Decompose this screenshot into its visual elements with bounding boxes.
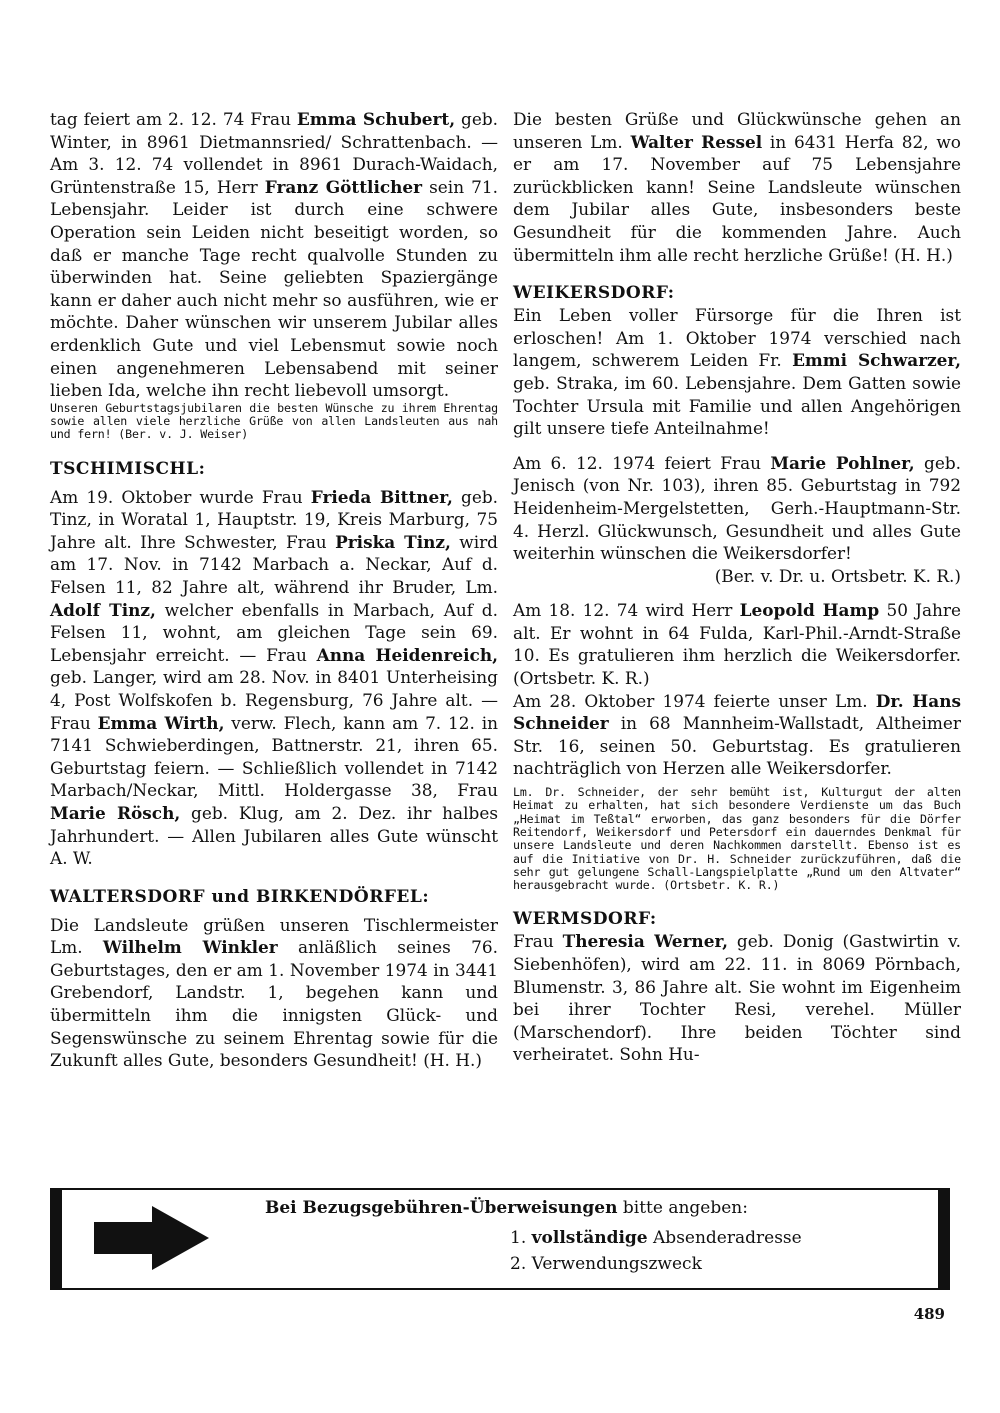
paragraph-werner: Frau Theresia Werner, geb. Donig (Gastwirtin v. Siebenhöfen), wird am 22. 11. in 8069 Pörnbach, Blumenstr. 3, 86 Jahre alt. Sie wohnt im Eigenheim bei ihrer Tochter Resi, verehel. Müller (Marschendorf). Ihre beiden Töchter sind verheiratet. Sohn Hu- [513, 931, 961, 1065]
banner-right-bar [938, 1190, 950, 1288]
left-column [50, 108, 498, 1072]
name-emmi-schwarzer: Emmi Schwarzer, [792, 350, 961, 371]
paragraph-schneider: Am 28. Oktober 1974 feierte unser Lm. Dr. Hans Schneider in 68 Mannheim-Wallstadt, Altheimer Str. 16, seinen 50. Geburtstag. Es gratulieren nachträglich von Herzen alle Weikersdorfer. [513, 690, 961, 779]
banner-item-2: 2. Verwendungszweck [510, 1254, 702, 1274]
right-column [513, 108, 961, 1066]
small-print-schneider: Lm. Dr. Schneider, der sehr bemüht ist, Kulturgut der alten Heimat zu erhalten, hat sich besondere Verdienste um das Buch „Heimat im Teßtal“ erworben, das ganz besonders für die Dörfer Reitendorf, Weikersdorf und Petersdorf ein dauerndes Denkmal für unsere Landsleute und deren Nachkommen darstellt. Ebenso ist es auf die Initiative von Dr. H. Schneider zurückzuführen, daß die sehr gut gelungene Schall-Langspielplatte „Rund um den Altvater“ herausgebracht wurde. (Ortsbetr. K. R.) [513, 785, 961, 893]
heading-tschimischl: TSCHIMISCHL: [50, 458, 206, 479]
heading-waltersdorf: WALTERSDORF und BIRKENDÖRFEL: [50, 886, 430, 907]
name-priska-tinz: Priska Tinz, [335, 531, 451, 552]
name-franz-goettlicher: Franz Göttlicher [264, 176, 423, 197]
name-walter-ressel: Walter Ressel [630, 131, 763, 152]
page-number: 489 [913, 1305, 945, 1323]
name-frieda-bittner: Frieda Bittner, [310, 486, 453, 507]
paragraph-schubert-goettlicher: tag feiert am 2. 12. 74 Frau Emma Schubert, geb. Winter, in 8961 Dietmannsried/ Schrattenbach. — Am 3. 12. 74 vollendet in 8961 Durach-Waidach, Grüntenstraße 15, Herr Franz Göttlicher sein 71. Lebensjahr. Leider ist durch eine schwere Operation sein Leiden nicht beseitigt worden, so daß er manche Tage recht qualvolle Stunden zu überwinden hat. Seine geliebten Spaziergänge kann er daher auch nicht mehr so ausführen, wie er möchte. Daher wünschen wir unserem Jubilar alles erdenklich Gute und viel Lebensmut sowie noch einen angenehmeren Lebensabend mit seiner lieben Ida, welche ihn recht liebevoll umsorgt. [50, 109, 499, 401]
payment-notice-banner [50, 1188, 950, 1290]
heading-weikersdorf: WEIKERSDORF: [513, 283, 675, 304]
name-marie-pohlner: Marie Pohlner, [770, 452, 915, 473]
small-print-wishes: Unseren Geburtstagsjubilaren die besten Wünsche zu ihrem Ehrentag sowie allen viele herzliche Grüße von allen Landsleuten aus nah und fern! (Ber. v. J. Weiser) [50, 400, 498, 442]
name-emma-schubert: Emma Schubert, [296, 109, 456, 129]
banner-left-bar [50, 1190, 62, 1288]
name-adolf-tinz: Adolf Tinz, [50, 599, 156, 620]
banner-headline: Bei Bezugsgebühren-Überweisungen bitte angeben: [265, 1198, 748, 1218]
paragraph-pohlner: Am 6. 12. 1974 feiert Frau Marie Pohlner, geb. Jenisch (von Nr. 103), ihren 85. Geburtstag in 792 Heidenheim-Mergelstetten, Gerh.-Hauptmann-Str. 4. Herzl. Glückwunsch, Gesundheit und alles Gute weiterhin wünschen die Weikersdorfer! [513, 452, 961, 564]
name-theresia-werner: Theresia Werner, [562, 931, 729, 952]
paragraph-hamp: Am 18. 12. 74 wird Herr Leopold Hamp 50 Jahre alt. Er wohnt in 64 Fulda, Karl-Phil.-Arndt-Straße 10. Es gratulieren ihm herzlich die Weikersdorfer. (Ortsbetr. K. R.) [513, 600, 961, 689]
paragraph-ressel: Die besten Grüße und Glückwünsche gehen an unseren Lm. Walter Ressel in 6431 Herfa 82, wo er am 17. November auf 75 Lebensjahre zurückblicken kann! Seine Landsleute wünschen dem Jubilar alles Gute, insbesonders beste Gesundheit für die kommenden Jahre. Auch übermitteln ihm alle recht herzliche Grüße! (H. H.) [513, 109, 961, 265]
source-pohlner: (Ber. v. Dr. u. Ortsbetr. K. R.) [714, 565, 961, 586]
banner-item-1: 1. vollständige Absenderadresse [510, 1228, 802, 1248]
paragraph-waltersdorf: Die Landsleute grüßen unseren Tischlermeister Lm. Wilhelm Winkler anläßlich seines 76. Geburtstages, den er am 1. November 1974 in 3441 Grebendorf, Landstr. 1, begehen kann und übermitteln ihm die innigsten Glück- und Segenswünsche zu seinem Ehrentag sowie für die Zukunft alles Gute, besonders Gesundheit! (H. H.) [50, 914, 498, 1071]
name-leopold-hamp: Leopold Hamp [739, 600, 880, 621]
arrow-right-icon [94, 1206, 209, 1270]
name-emma-wirth: Emma Wirth, [97, 712, 225, 733]
heading-wermsdorf: WERMSDORF: [513, 909, 657, 930]
name-wilhelm-winkler: Wilhelm Winkler [102, 937, 278, 958]
name-anna-heidenreich: Anna Heidenreich, [316, 644, 498, 665]
paragraph-tschimischl: Am 19. Oktober wurde Frau Frieda Bittner, geb. Tinz, in Woratal 1, Hauptstr. 19, Kreis Marburg, 75 Jahre alt. Ihre Schwester, Frau Priska Tinz, wird am 17. Nov. in 7142 Marbach a. Neckar, Auf d. Felsen 11, 82 Jahre alt, während ihr Bruder, Lm. Adolf Tinz, welcher ebenfalls in Marbach, Auf d. Felsen 11, wohnt, am gleichen Tage sein 69. Lebensjahr erreicht. — Frau Anna Heidenreich, geb. Langer, wird am 28. Nov. in 8401 Unterheising 4, Post Wolfskofen b. Regensburg, 76 Jahre alt. — Frau Emma Wirth, verw. Flech, kann am 7. 12. in 7141 Schwieberdingen, Battnerstr. 21, ihren 65. Geburtstag feiern. — Schließlich vollendet in 7142 Marbach/Neckar, Mittl. Holdergasse 38, Frau Marie Rösch, geb. Klug, am 2. Dez. ihr halbes Jahrhundert. — Allen Jubilaren alles Gute wünscht A. W. [50, 486, 499, 869]
paragraph-schwarzer: Ein Leben voller Fürsorge für die Ihren ist erloschen! Am 1. Oktober 1974 verschied nach langem, schwerem Leiden Fr. Emmi Schwarzer, geb. Straka, im 60. Lebensjahre. Dem Gatten sowie Tochter Ursula mit Familie und allen Angehörigen gilt unsere tiefe Anteilnahme! [513, 305, 961, 439]
name-hans-schneider: Dr. Hans Schneider [513, 690, 961, 734]
name-marie-roesch: Marie Rösch, [50, 802, 181, 823]
